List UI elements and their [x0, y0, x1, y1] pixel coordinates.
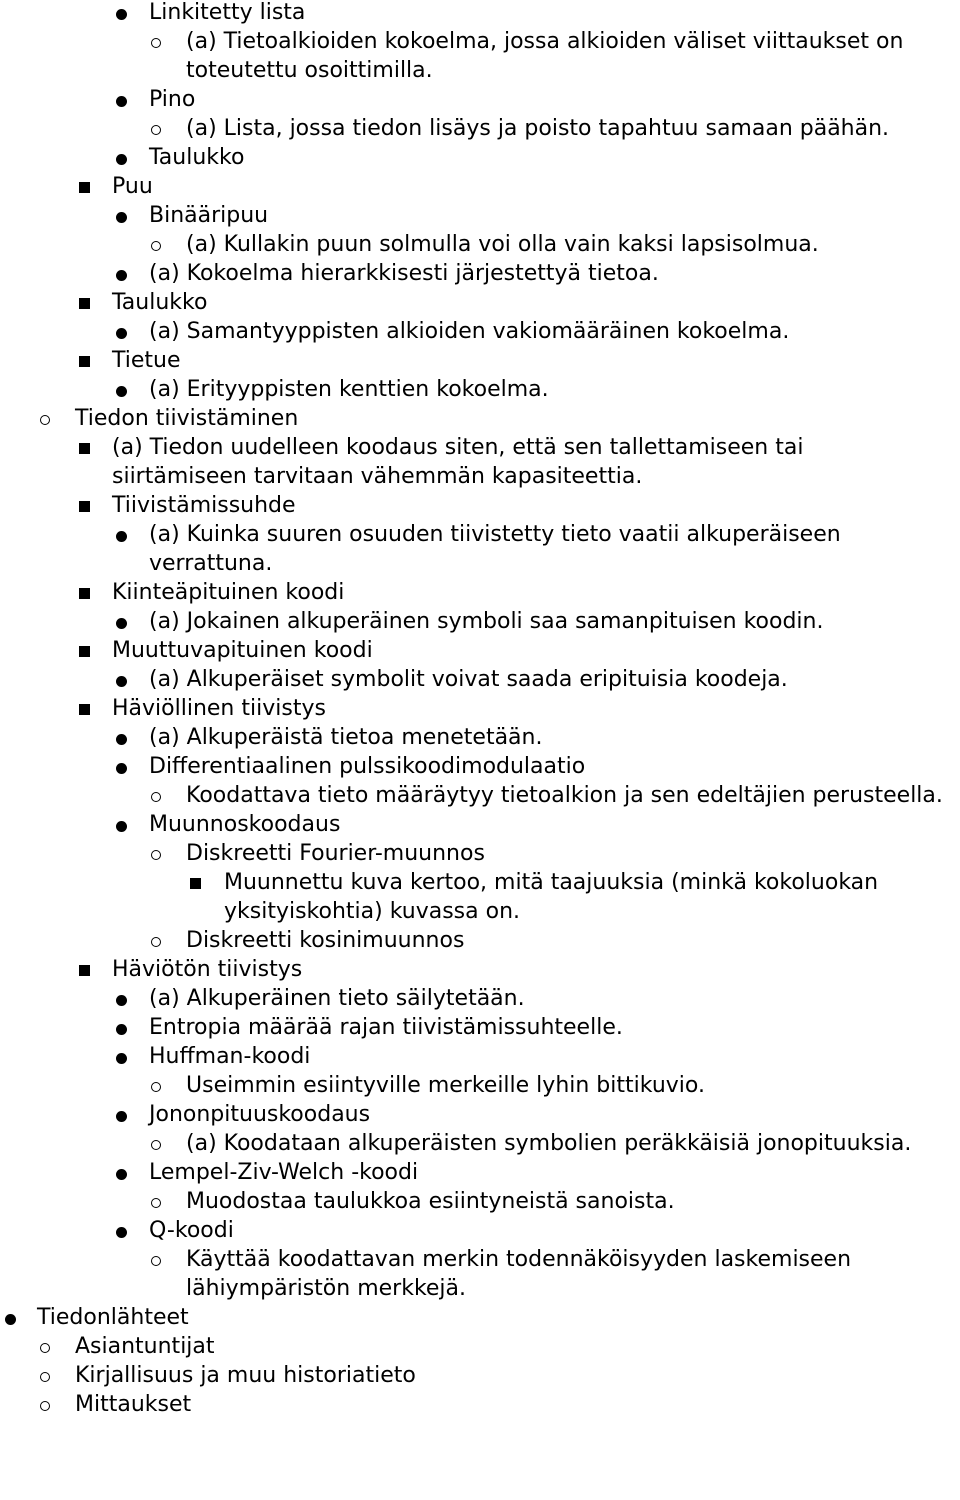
- outline-item: [0, 1361, 960, 1390]
- disc-bullet-icon: [114, 1158, 138, 1187]
- outline-item: [0, 0, 960, 27]
- circle-bullet-icon: [40, 1390, 64, 1419]
- outline-item: [0, 1216, 960, 1245]
- outline-item: [0, 85, 960, 114]
- outline-item-text: (a) Tiedon uudelleen koodaus siten, että sen tallettamiseen tai siirtämiseen tarvitaan vähemmän kapasiteettia.: [112, 435, 804, 489]
- outline-item: [0, 1390, 960, 1419]
- outline-item: [0, 1013, 960, 1042]
- outline-item: [0, 346, 960, 375]
- disc-bullet-icon: [114, 1013, 138, 1042]
- outline-item-text: Taulukko: [112, 290, 208, 315]
- disc-bullet-icon: [114, 1042, 138, 1071]
- outline-item: [0, 375, 960, 404]
- outline-item: [0, 491, 960, 520]
- circle-bullet-icon: [151, 230, 175, 259]
- outline-item-text: (a) Lista, jossa tiedon lisäys ja poisto tapahtuu samaan päähän.: [186, 116, 890, 141]
- disc-bullet-icon: [114, 665, 138, 694]
- outline-item: [0, 1100, 960, 1129]
- square-bullet-icon: [77, 636, 101, 665]
- outline-item-text: Muunnettu kuva kertoo, mitä taajuuksia (minkä kokoluokan yksityiskohtia) kuvassa on.: [224, 870, 879, 924]
- square-bullet-icon: [77, 491, 101, 520]
- outline-item-text: Q-koodi: [149, 1218, 234, 1243]
- circle-bullet-icon: [151, 1187, 175, 1216]
- outline-item-text: Häviötön tiivistys: [112, 957, 303, 982]
- circle-bullet-icon: [151, 781, 175, 810]
- outline-item-text: (a) Alkuperäiset symbolit voivat saada eripituisia koodeja.: [149, 667, 788, 692]
- square-bullet-icon: [77, 578, 101, 607]
- outline-item: [0, 1332, 960, 1361]
- outline-item-text: (a) Kullakin puun solmulla voi olla vain kaksi lapsisolmua.: [186, 232, 819, 257]
- outline-item: [0, 810, 960, 839]
- square-bullet-icon: [77, 346, 101, 375]
- outline-item-text: Lempel-Ziv-Welch -koodi: [149, 1160, 419, 1185]
- outline-item: [0, 636, 960, 665]
- outline-item: [0, 868, 960, 926]
- outline-item-text: (a) Alkuperäistä tietoa menetetään.: [149, 725, 543, 750]
- disc-bullet-icon: [114, 723, 138, 752]
- outline-item-text: Entropia määrää rajan tiivistämissuhteelle.: [149, 1015, 623, 1040]
- outline-item-text: Puu: [112, 174, 153, 199]
- outline-item: [0, 259, 960, 288]
- outline-item: [0, 288, 960, 317]
- outline-item-text: Koodattava tieto määräytyy tietoalkion ja sen edeltäjien perusteella.: [186, 783, 943, 808]
- square-bullet-icon: [77, 288, 101, 317]
- outline-item-text: Huffman-koodi: [149, 1044, 311, 1069]
- circle-bullet-icon: [40, 1332, 64, 1361]
- outline-item: [0, 433, 960, 491]
- outline-item-text: Jononpituuskoodaus: [149, 1102, 371, 1127]
- circle-bullet-icon: [151, 1071, 175, 1100]
- outline-item-text: Tiivistämissuhde: [112, 493, 296, 518]
- disc-bullet-icon: [114, 0, 138, 27]
- outline-item-text: (a) Kokoelma hierarkkisesti järjestettyä tietoa.: [149, 261, 659, 286]
- square-bullet-icon: [77, 694, 101, 723]
- outline-item: [0, 520, 960, 578]
- outline-item-text: Mittaukset: [75, 1392, 192, 1417]
- outline-item: [0, 1158, 960, 1187]
- disc-bullet-icon: [114, 375, 138, 404]
- outline-item: [0, 27, 960, 85]
- outline-item-text: Käyttää koodattavan merkin todennäköisyyden laskemiseen lähiympäristön merkkejä.: [186, 1247, 852, 1301]
- outline-item-text: Häviöllinen tiivistys: [112, 696, 326, 721]
- square-bullet-icon: [77, 433, 101, 462]
- outline-item: [0, 172, 960, 201]
- outline-item-text: Muodostaa taulukkoa esiintyneistä sanoista.: [186, 1189, 675, 1214]
- outline-item-text: Pino: [149, 87, 196, 112]
- outline-item: [0, 926, 960, 955]
- outline-item-text: Tietue: [112, 348, 181, 373]
- outline-item-text: Tiedonlähteet: [37, 1305, 189, 1330]
- circle-bullet-icon: [151, 1245, 175, 1274]
- disc-bullet-icon: [114, 143, 138, 172]
- outline-item-text: (a) Tietoalkioiden kokoelma, jossa alkioiden väliset viittaukset on toteutettu osoittimilla.: [186, 29, 904, 83]
- outline-item: [0, 955, 960, 984]
- outline-item: [0, 114, 960, 143]
- outline-item: [0, 694, 960, 723]
- outline-item-text: Muuttuvapituinen koodi: [112, 638, 373, 663]
- disc-bullet-icon: [114, 752, 138, 781]
- disc-bullet-icon: [114, 607, 138, 636]
- outline-item: [0, 781, 960, 810]
- outline-item-text: Taulukko: [149, 145, 245, 170]
- outline-item: [0, 578, 960, 607]
- outline-item-text: Binääripuu: [149, 203, 269, 228]
- outline-item-text: Diskreetti Fourier-muunnos: [186, 841, 485, 866]
- square-bullet-icon: [188, 868, 212, 897]
- outline-item-text: Linkitetty lista: [149, 0, 306, 25]
- outline-item: [0, 1245, 960, 1303]
- outline-item: [0, 665, 960, 694]
- outline-item-text: Kiinteäpituinen koodi: [112, 580, 345, 605]
- disc-bullet-icon: [114, 1216, 138, 1245]
- outline-item-text: (a) Samantyyppisten alkioiden vakiomääräinen kokoelma.: [149, 319, 790, 344]
- outline-item-text: (a) Jokainen alkuperäinen symboli saa samanpituisen koodin.: [149, 609, 824, 634]
- outline-item: [0, 230, 960, 259]
- disc-bullet-icon: [114, 85, 138, 114]
- circle-bullet-icon: [40, 1361, 64, 1390]
- outline-item: [0, 404, 960, 433]
- circle-bullet-icon: [40, 404, 64, 433]
- circle-bullet-icon: [151, 27, 175, 56]
- disc-bullet-icon: [114, 810, 138, 839]
- outline-item-text: (a) Kuinka suuren osuuden tiivistetty tieto vaatii alkuperäiseen verrattuna.: [149, 522, 841, 576]
- circle-bullet-icon: [151, 1129, 175, 1158]
- disc-bullet-icon: [114, 259, 138, 288]
- outline-item-text: Differentiaalinen pulssikoodimodulaatio: [149, 754, 586, 779]
- outline-item-text: Muunnoskoodaus: [149, 812, 341, 837]
- outline-item: [0, 201, 960, 230]
- outline-item: [0, 317, 960, 346]
- outline-item-text: Useimmin esiintyville merkeille lyhin bittikuvio.: [186, 1073, 705, 1098]
- outline-item-text: Kirjallisuus ja muu historiatieto: [75, 1363, 416, 1388]
- outline-item: [0, 723, 960, 752]
- circle-bullet-icon: [151, 114, 175, 143]
- outline-item: [0, 984, 960, 1013]
- outline-item-text: Asiantuntijat: [75, 1334, 215, 1359]
- square-bullet-icon: [77, 172, 101, 201]
- outline-item: [0, 143, 960, 172]
- outline-item-text: Tiedon tiivistäminen: [75, 406, 299, 431]
- outline-item: [0, 1042, 960, 1071]
- circle-bullet-icon: [151, 926, 175, 955]
- outline-item: [0, 839, 960, 868]
- disc-bullet-icon: [3, 1303, 27, 1332]
- outline-item: [0, 1187, 960, 1216]
- outline-item: [0, 1129, 960, 1158]
- outline-item: [0, 1071, 960, 1100]
- outline-item: [0, 752, 960, 781]
- disc-bullet-icon: [114, 201, 138, 230]
- disc-bullet-icon: [114, 317, 138, 346]
- outline-item: [0, 1303, 960, 1332]
- outline-item: [0, 607, 960, 636]
- outline-item-text: (a) Koodataan alkuperäisten symbolien peräkkäisiä jonopituuksia.: [186, 1131, 912, 1156]
- circle-bullet-icon: [151, 839, 175, 868]
- outline-item-text: Diskreetti kosinimuunnos: [186, 928, 465, 953]
- disc-bullet-icon: [114, 1100, 138, 1129]
- outline-item-text: (a) Alkuperäinen tieto säilytetään.: [149, 986, 525, 1011]
- disc-bullet-icon: [114, 984, 138, 1013]
- square-bullet-icon: [77, 955, 101, 984]
- outline-item-text: (a) Erityyppisten kenttien kokoelma.: [149, 377, 549, 402]
- disc-bullet-icon: [114, 520, 138, 549]
